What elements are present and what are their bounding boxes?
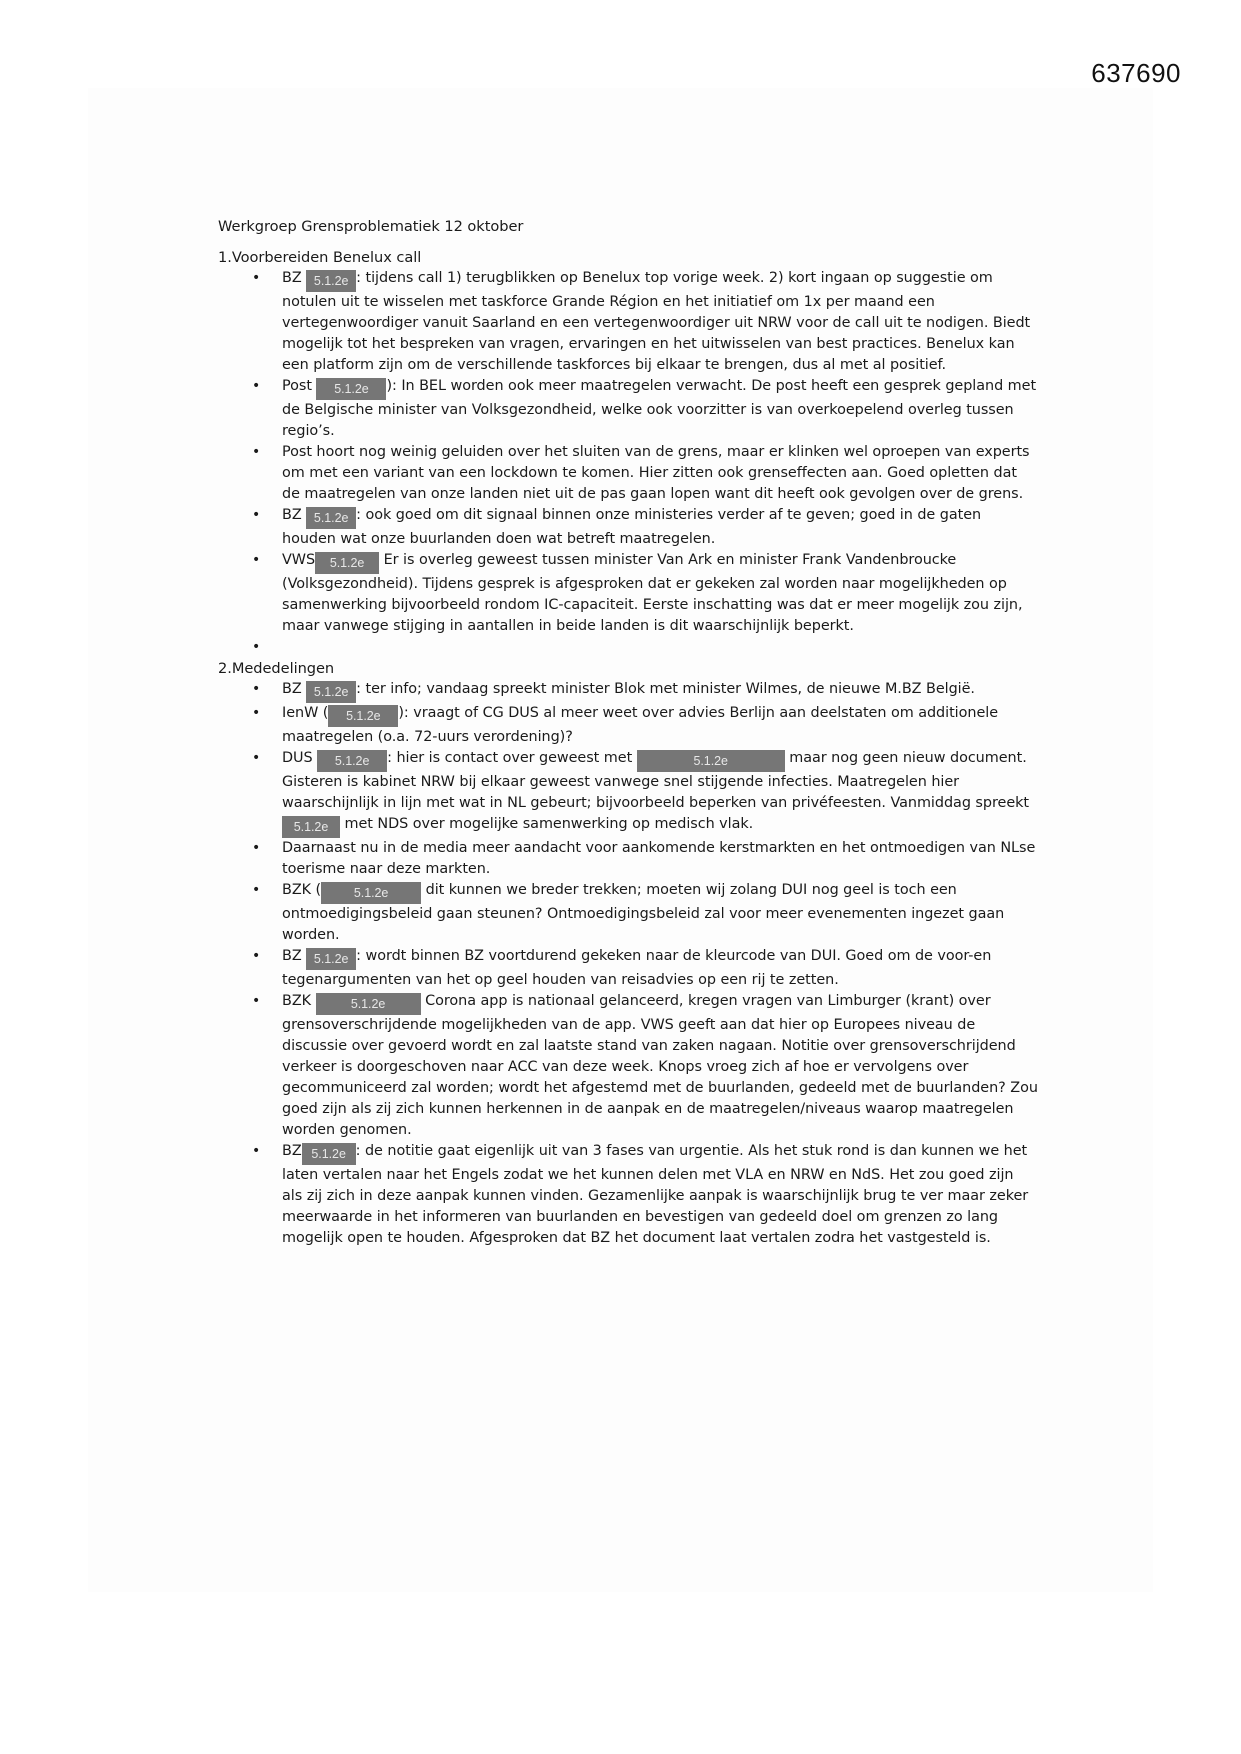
item-text: : de notitie gaat eigenlijk uit van 3 fases van urgentie. Als het stuk rond is dan kunnen we het laten vertalen naar het Engels zodat we het kunnen delen met VLA en NRW en NdS. Het zou goed zijn als zij zich in deze aanpak kunnen vinden. Gezamenlijke aanpak is waarschijnlijk brug te ver maar zeker meerwaarde in het informeren van buurlanden en bevestigen van gedeeld doel om grenzen zo lang mogelijk open te houden. Afgesproken dat BZ het document laat vertalen zodra het vastgesteld is.: [282, 1143, 1029, 1246]
item-text: BZK: [282, 993, 316, 1009]
redaction-box: 5.1.2e: [306, 270, 356, 292]
item-text: ): vraagt of CG DUS al meer weet over advies Berlijn aan deelstaten om additionele maatregelen (o.a. 72-uurs verordening)?: [282, 705, 999, 745]
list-item: [282, 376, 1038, 442]
list-item: [282, 880, 1038, 946]
list-item: [282, 268, 1038, 376]
redaction-box: 5.1.2e: [316, 378, 386, 400]
redaction-box: 5.1.2e: [315, 552, 379, 574]
section-heading-voorbereiden: 1.Voorbereiden Benelux call: [218, 249, 422, 266]
list-item: [282, 442, 1038, 505]
item-text: Post hoort nog weinig geluiden over het sluiten van de grens, maar er klinken wel oproepen van experts om met een variant van een lockdown te komen. Hier zitten ook grenseffecten aan. Goed opletten dat de maatregelen van onze landen niet uit de pas gaan lopen want dit heeft ook gevolgen over de grens.: [282, 444, 1030, 502]
item-text: BZ: [282, 948, 307, 964]
redaction-box: 5.1.2e: [306, 681, 356, 703]
list-item: [282, 703, 1038, 748]
item-text: : hier is contact over geweest met: [387, 750, 637, 766]
item-text: BZK (: [282, 882, 322, 898]
item-text: : tijdens call 1) terugblikken op Benelux top vorige week. 2) kort ingaan op suggestie om notulen uit te wisselen met taskforce Grande Région en het initiatief om 1x per maand een vertegenwoordiger vanuit Saarland en een vertegenwoordiger uit NRW voor de call uit te nodigen. Biedt mogelijk tot het bespreken van vragen, ervaringen en het uitwisselen van best practices. Benelux kan een platform zijn om de verschillende taskforces bij elkaar te brengen, dus al met al positief.: [282, 270, 1031, 373]
list-item: [282, 679, 1038, 703]
redaction-box: 5.1.2e: [306, 948, 356, 970]
redaction-box: 5.1.2e: [282, 816, 340, 838]
item-text: Daarnaast nu in de media meer aandacht voor aankomende kerstmarkten en het ontmoedigen van NLse toerisme naar deze markten.: [282, 840, 1036, 877]
item-text: dit kunnen we breder trekken; moeten wij zolang DUI nog geel is toch een ontmoedigingsbeleid gaan steunen? Ontmoedigingsbeleid zal voor meer evenementen ingezet gaan worden.: [282, 882, 1005, 943]
item-text: BZ: [282, 1143, 302, 1159]
item-text: ): In BEL worden ook meer maatregelen verwacht. De post heeft een gesprek gepland met de Belgische minister van Volksgezondheid, welke ook voorzitter is van overkoepelend overleg tussen regio’s.: [282, 378, 1037, 439]
section-2-list: [218, 679, 1038, 1249]
document-id: 637690: [1091, 58, 1181, 88]
item-text: met NDS over mogelijke samenwerking op medisch vlak.: [340, 816, 754, 832]
item-text: : ter info; vandaag spreekt minister Blok met minister Wilmes, de nieuwe M.BZ België.: [356, 681, 975, 697]
item-text: Post: [282, 378, 317, 394]
section-heading-mededelingen: 2.Mededelingen: [218, 660, 335, 677]
document-title: Werkgroep Grensproblematiek 12 oktober: [218, 218, 524, 235]
item-text: Corona app is nationaal gelanceerd, kregen vragen van Limburger (krant) over grensoverschrijdende mogelijkheden van de app. VWS geeft aan dat hier op Europees niveau de discussie over gevoerd wordt en zal laatste stand van zaken nagaan. Notitie over grensoverschrijdend verkeer is doorgeschoven naar ACC van deze week. Knops vroeg zich af hoe er vervolgens over gecommuniceerd zal worden; wordt het afgestemd met de buurlanden, gedeeld met de buurlanden? Zou goed zijn als zij zich kunnen herkennen in de aanpak en de maatregelen/niveaus waarop maatregelen worden genomen.: [282, 993, 1038, 1138]
list-item: [282, 748, 1038, 838]
list-item: [282, 946, 1038, 991]
list-item: [282, 505, 1038, 550]
item-text: BZ: [282, 681, 307, 697]
list-item: [282, 550, 1038, 637]
redaction-box-wide: 5.1.2e: [637, 750, 785, 772]
section-1-list: [218, 268, 1038, 658]
redaction-box: 5.1.2e: [317, 750, 387, 772]
item-text: DUS: [282, 750, 318, 766]
item-text: : ook goed om dit signaal binnen onze ministeries verder af te geven; goed in de gaten houden wat onze buurlanden doen wat betreft maatregelen.: [282, 507, 982, 547]
redaction-box: 5.1.2e: [302, 1143, 356, 1165]
redaction-box: 5.1.2e: [321, 882, 421, 904]
document-body: [218, 216, 1038, 1249]
list-item: [282, 1141, 1038, 1249]
item-text: : wordt binnen BZ voortdurend gekeken naar de kleurcode van DUI. Goed om de voor-en tegenargumenten van het op geel houden van reisadvies op een rij te zetten.: [282, 948, 992, 988]
item-text: BZ: [282, 507, 307, 523]
list-item: [282, 838, 1038, 880]
item-text: Er is overleg geweest tussen minister Van Ark en minister Frank Vandenbroucke (Volksgezondheid). Tijdens gesprek is afgesproken dat er gekeken zal worden naar mogelijkheden op samenwerking bijvoorbeeld rondom IC-capaciteit. Eerste inschatting was dat er meer mogelijk zou zijn, maar vanwege stijging in aantallen in beide landen is dit waarschijnlijk beperkt.: [282, 552, 1023, 634]
redaction-box: 5.1.2e: [328, 705, 398, 727]
item-text: IenW (: [282, 705, 329, 721]
item-text: maar nog geen nieuw document. Gisteren is kabinet NRW bij elkaar geweest vanwege snel stijgende infecties. Maatregelen hier waarschijnlijk in lijn met wat in NL gebeurt; bijvoorbeeld beperken van privéfeesten. Vanmiddag spreekt: [282, 750, 1029, 811]
redaction-box: 5.1.2e: [316, 993, 421, 1015]
item-text: VWS: [282, 552, 316, 568]
redaction-box: 5.1.2e: [306, 507, 356, 529]
list-item: [282, 991, 1038, 1141]
item-text: BZ: [282, 270, 307, 286]
list-item-empty: [282, 637, 1038, 658]
